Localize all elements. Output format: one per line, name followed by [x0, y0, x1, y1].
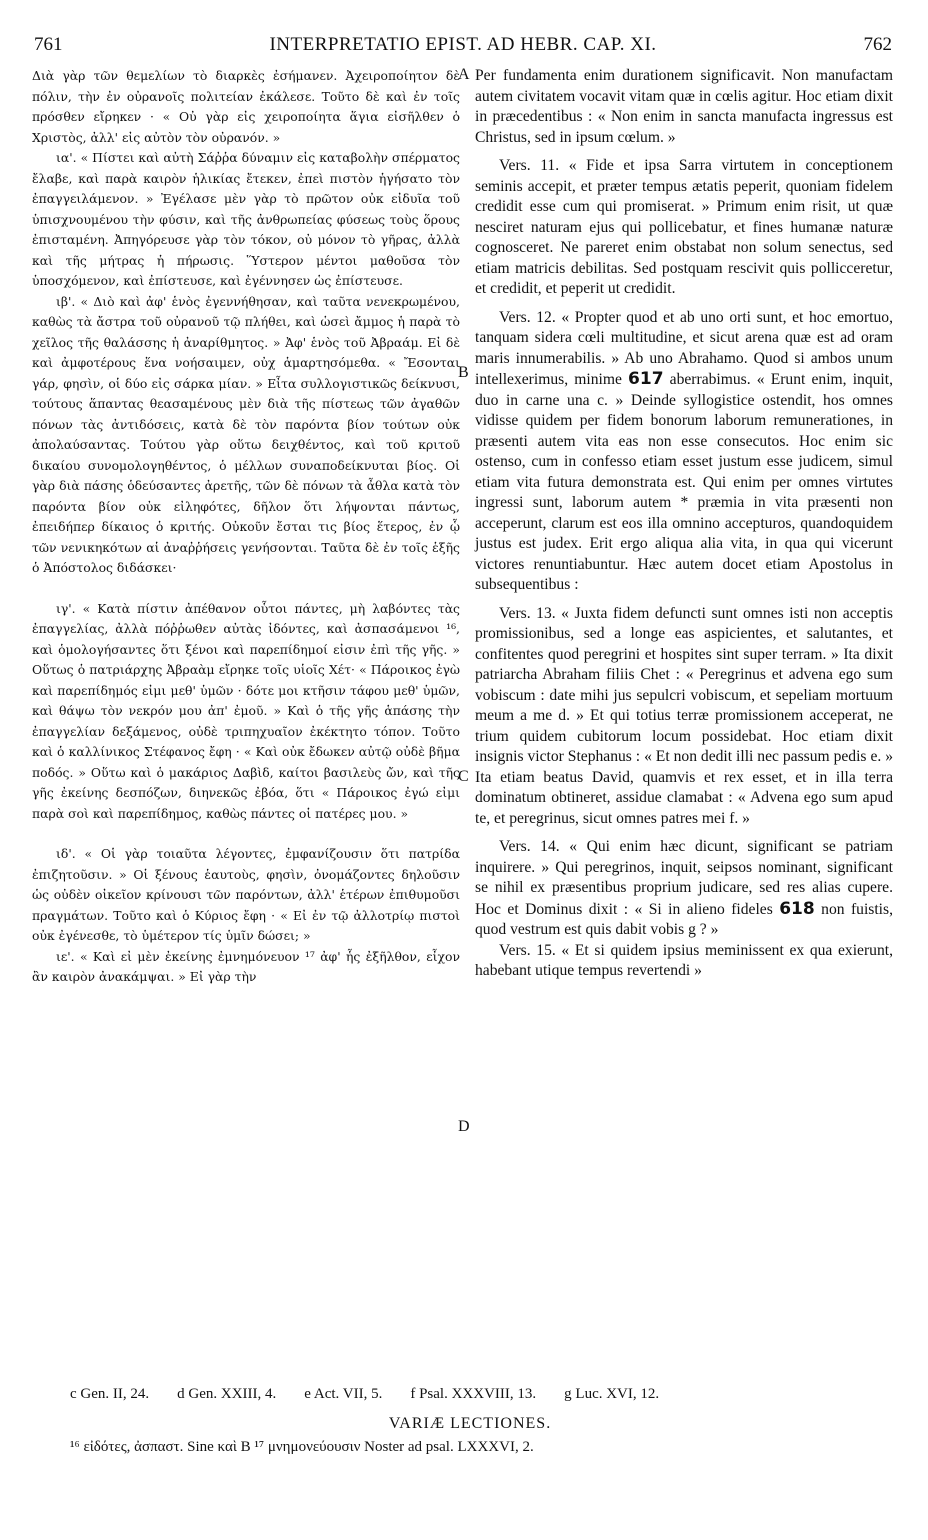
- greek-paragraph: ιε'. « Καὶ εἰ μὲν ἐκείνης ἐμνημόνευον ¹⁷ ἀφ' ἧς ἐξῆλθον, εἶχον ἂν καιρὸν ἀνακάμψαι. » Εἰ γὰρ τὴν: [32, 948, 460, 984]
- greek-column: [32, 66, 460, 988]
- greek-paragraph: ιγ'. « Κατὰ πίστιν ἀπέθανον οὗτοι πάντες, μὴ λαβόντες τὰς ἐπαγγελίας, ἀλλὰ πόῤῥωθεν αὐτὰς ἰδόντες, καὶ ἀσπασάμενοι ¹⁶, καὶ ὁμολογήσαντες ὅτι ξένοι καὶ παρεπίδημοί εἰσιν ἐπὶ τῆς γῆς. » Οὕτως ὁ πατριάρχης Ἀβραὰμ εἴρηκε τοῖς υἱοῖς Χέτ· « Πάροικος ἐγὼ καὶ παρεπίδημός εἰμι μεθ' ὑμῶν · δότε μοι κτῆσιν τάφου μεθ' ὑμῶν, καὶ θάψω τὸν νεκρόν μου ἀπ' ἐμοῦ. » Καὶ ὁ τῆς γῆς ἁπάσης τὴν ἐπαγγελίαν δεξάμενος, οὐδὲ τριπηχυαῖον ἐκέκτητο τόπον. Τοῦτο καὶ ὁ καλλίνικος Στέφανος ἔφη · « Καὶ οὐκ ἔδωκεν αὐτῷ οὐδὲ βῆμα ποδός. » Οὕτω καὶ ὁ μακάριος Δαβὶδ, καίτοι βασιλεὺς ὤν, καὶ τῆς γῆς ἐκείνης δεσπόζων, διηνεκῶς ἐβόα, ὅτι « Πάροικος ἐγώ εἰμι παρὰ σοὶ καὶ παρεπίδημος, καθὼς πάντες οἱ πατέρες μου. »: [32, 600, 460, 821]
- scripture-references: [60, 1386, 880, 1403]
- latin-text: aberrabimus. « Erunt enim, inquit, duo in carne una c. » Deinde syllogistice ostendit, hos omnes vidisse quidem per fidem bonorum laborum remunerationes, in præsenti autem vita eas non esse consecutos. Hoc enim sic ostenso, cum in confesso etiam esset justum esse judicem, simul etiam vita futura demonstrata est. Qui enim per omnes virtutes ingressi sunt, laborum autem * præmia in vita præsenti non acceperunt, clarum est eos illa omnino accepturos, quandoquidem justus est judex. Erit ergo aliqua alia vita, in qua qui vicerunt victores renuntiabuntur. Hæc autem docet etiam Apostolus in subsequentibus :: [475, 371, 893, 593]
- footnotes: [60, 1386, 880, 1456]
- page-number-left: 761: [34, 34, 63, 55]
- column-number: 617: [628, 369, 664, 389]
- variants-heading: VARIÆ LECTIONES.: [388, 1415, 552, 1432]
- footnote-ref: e Act. VII, 5.: [304, 1386, 383, 1402]
- latin-paragraph: Vers. 15. « Et si quidem ipsius meminissent ex qua exierunt, habebant utique tempus revertendi »: [475, 941, 893, 979]
- latin-paragraph: Vers. 11. « Fide et ipsa Sarra virtutem in conceptionem seminis accepit, et præter tempus ætatis peperit, quoniam fidelem credidit esse cum qui promiserat. » Primum enim risit, ut quæ nesciret naturam ejus qui pollicebatur, et fines humanæ naturæ cognosceret. Ne pareret enim obstabat non solum senectus, sed etiam matricis debilitas. Sed postquam rescivit quis pollicceretur, et credidit, et peperit ut credidit.: [475, 157, 893, 297]
- latin-paragraph: [475, 837, 893, 941]
- latin-text: non fuistis, quod vestrum est quis dabit vobis g ? »: [475, 900, 893, 938]
- latin-paragraph: Per fundamenta enim durationem significavit. Non manufactam autem civitatem vocavit vitam quæ in cœlis agitur. Hoc etiam dixit in præcedentibus : « Non enim in sancta manufacta ingressus est Christus, sed in ipsum cœlum. »: [475, 67, 893, 146]
- running-header: [34, 34, 892, 64]
- margin-letter-b: B: [458, 364, 469, 381]
- latin-text: Vers. 12. « Propter quod et ab uno orti sunt, et hoc emortuo, tanquam sidera cœli multitudine, et sicut arena quæ est ad oram maris innumerabilis. » Ab uno Abrahamo. Quod si ambos unum intellexerimus, minime: [475, 308, 893, 388]
- footnote-ref: g Luc. XVI, 12.: [564, 1386, 660, 1402]
- footnote-ref: d Gen. XXIII, 4.: [177, 1386, 277, 1402]
- page-number-right: 762: [863, 34, 892, 55]
- column-number: 618: [779, 898, 815, 919]
- latin-column: [475, 66, 893, 982]
- running-title: INTERPRETATIO EPIST. AD HEBR. CAP. XI.: [269, 34, 657, 55]
- margin-letter-c: C: [458, 768, 469, 785]
- footnote-ref: f Psal. XXXVIII, 13.: [410, 1386, 537, 1402]
- variant-readings: ¹⁶ εἰδότες, ἀσπαστ. Sine καὶ B ¹⁷ μνημονεύουσιν Noster ad psal. LXXXVI, 2.: [70, 1439, 534, 1455]
- latin-paragraph: [475, 308, 893, 596]
- latin-text: Vers. 14. « Qui enim hæc dicunt, significant se patriam inquirere. » Qui peregrinos, inquit, seipsos nominant, significant se nihil ex præsentibus proprium judicare, sed res alias cupere. Hoc et Dominus dixit : « Si in alieno fideles: [475, 838, 893, 918]
- greek-paragraph: ιδ'. « Οἱ γὰρ τοιαῦτα λέγοντες, ἐμφανίζουσιν ὅτι πατρίδα ἐπιζητοῦσιν. » Οἱ ξένους ἑαυτοὺς, φησὶν, ὀνομάζοντες δηλοῦσιν ὡς οὐδὲν οἰκεῖον κρίνουσι τῶν παρόντων, ἀλλ' ἑτέρων ἐπιθυμοῦσι πραγμάτων. Τοῦτο καὶ ὁ Κύριος ἔφη · « Εἰ ἐν τῷ ἀλλοτρίῳ πιστοὶ οὐκ ἐγένεσθε, τὸ ὑμέτερον τίς ὑμῖν δώσει; »: [32, 846, 460, 943]
- greek-paragraph: ια'. « Πίστει καὶ αὐτὴ Σάῤῥα δύναμιν εἰς καταβολὴν σπέρματος ἔλαβε, καὶ παρὰ καιρὸν ἡλικίας ἔτεκεν, ἐπεὶ πιστὸν ἡγήσατο τὸν ἐπαγγειλάμενον. » Ἐγέλασε μὲν γὰρ τὸ πρῶτον οὐκ εἰδυῖα τοῦ ὑπισχνουμένου τὴν φύσιν, καὶ τῆς ἀνθρωπείας φύσεως τοὺς ὅρους ἐπισταμένη. Ἀπηγόρευσε γὰρ τὸν τόκον, οὐ μόνον τὸ γῆρας, ἀλλὰ καὶ τῆς μήτρας ἡ πήρωσις. Ὕστερον μέντοι μαθοῦσα τὸν ὑποσχόμενον, καὶ ἐπίστευσε, καὶ ἐγέννησεν ὡς ἐπίστευσε.: [32, 150, 460, 288]
- margin-letter-d: D: [458, 1118, 470, 1135]
- greek-paragraph: Διὰ γὰρ τῶν θεμελίων τὸ διαρκὲς ἐσήμανεν. Ἀχειροποίητον δὲ πόλιν, τὴν ἐν οὐρανοῖς πολιτείαν ἐκάλεσε. Τοῦτο δὲ καὶ ἐν τοῖς πρόσθεν εἴρηκεν · « Οὐ γὰρ εἰς χειροποίητα ἅγια εἰσῆλθεν ὁ Χριστὸς, ἀλλ' εἰς αὐτὸν τὸν οὐρανόν. »: [32, 68, 460, 145]
- greek-paragraph: ιβ'. « Διὸ καὶ ἀφ' ἑνὸς ἐγεννήθησαν, καὶ ταῦτα νενεκρωμένου, καθὼς τὰ ἄστρα τοῦ οὐρανοῦ τῷ πλήθει, καὶ ὡσεὶ ἄμμος ἡ παρὰ τὸ χεῖλος τῆς θαλάσσης ἡ ἀναρίθμητος. » Ἀφ' ἑνὸς τοῦ Ἀβραάμ. Εἰ δὲ καὶ ἀμφοτέρους ἕνα νοήσαιμεν, οὐχ ἁμαρτησόμεθα. « Ἔσονται γάρ, φησὶν, οἱ δύο εἰς σάρκα μίαν. » Εἶτα συλλογιστικῶς δείκνυσι, τούτους ἅπαντας θεασαμένους μὲν διὰ τῆς πίστεως τῶν ἀγαθῶν πόνων τὰς ἀντιδόσεις, κατὰ δὲ τὸν παρόντα βίον τούτων οὐκ ἀπολαύσαντας. Τούτου γὰρ οὕτω δειχθέντος, καὶ τοῦ κριτοῦ δικαίου συνομολογηθέντος, ὁ μέλλων συναποδείκνυται βίος. Οἱ γὰρ διὰ πάσης ὁδεύσαντες ἀρετῆς, τῶν δὲ πόνων τὰ ἆθλα κατὰ τὸν παρόντα βίον οὐκ εἰληφότες, δῆλον ὅτι λήψονται πάντως, ἐπειδήπερ δίκαιος ὁ κριτής. Οὐκοῦν ἔσται τις βίος ἕτερος, ἐν ᾧ τῶν νενικηκότων αἱ ἀναῤῥήσεις γενήσονται. Ταῦτα δὲ ἐν τοῖς ἑξῆς ὁ Ἀπόστολος διδάσκει·: [32, 293, 460, 575]
- latin-paragraph: Vers. 13. « Juxta fidem defuncti sunt omnes isti non acceptis promissionibus, sed a longe eas aspicientes, et salutantes, et confitentes quod peregrini et hospites sint super terram. » Ita dixit patriarcha Abraham filiis Chet : « Peregrinus et advena ego sum vobiscum : date mihi jus sepulcri vobiscum, et sepeliam mortuum meum a me d. » Et qui totius terræ promissionem acceperat, ne trium quidem cubitorum locum possidebat. Hoc etiam dixit insignis victor Stephanus : « Et non dedit illi nec passum pedis e. » Ita etiam beatus David, quamvis et rex esset, et in illa terra dominatum obtineret, assidue clamabat : « Advena ego sum apud te, et peregrinus, sicut omnes patres mei f. »: [475, 604, 893, 827]
- footnote-ref: c Gen. II, 24.: [70, 1386, 150, 1402]
- margin-letter-a: A: [458, 66, 470, 83]
